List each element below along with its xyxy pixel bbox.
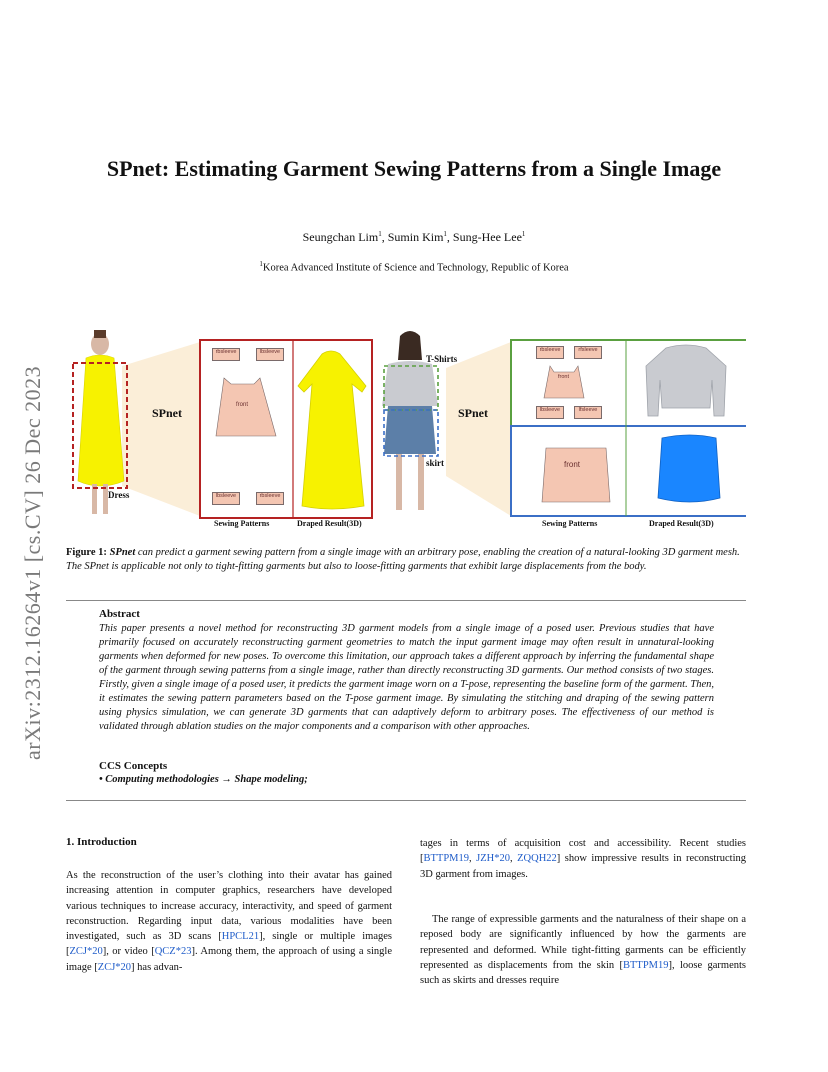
pattern-piece: lbsleeve bbox=[212, 492, 240, 505]
paragraph bbox=[66, 868, 392, 975]
citation-link[interactable]: ZCJ*20 bbox=[97, 961, 132, 973]
author-name: Sumin Kim bbox=[387, 230, 444, 244]
person-dress-photo bbox=[78, 330, 124, 514]
pattern-piece-label: front bbox=[564, 460, 581, 469]
citation-link[interactable]: ZQQH22 bbox=[517, 853, 557, 865]
garment-label-skirt: skirt bbox=[426, 458, 444, 468]
draped-tshirt bbox=[646, 345, 726, 416]
text-run: , bbox=[469, 853, 477, 865]
sewing-patterns-caption: Sewing Patterns bbox=[214, 519, 270, 528]
text-run: The range of expressible garments and the naturalness of their shape on a reposed body are significantly influenced by how the garments are represented and deformed. While tight-fitting garments can be efficiently represented as displacements from the skin [ bbox=[420, 914, 746, 971]
citation-link[interactable]: BTTPM19 bbox=[423, 853, 470, 865]
text-run: ], loose garments such as skirts and dresses require bbox=[420, 959, 746, 987]
draped-skirt bbox=[658, 435, 720, 502]
citation-link[interactable]: ZCJ*20 bbox=[69, 946, 103, 958]
abstract-heading: Abstract bbox=[99, 608, 140, 620]
text-run: As the reconstruction of the user’s clothing into their avatar has gained increasing attention in computer graphics, researchers have developed various techniques to increase accuracy, interactivity, and speed of garment reconstruction. Regarding input data, various modalities have been investigated, such as 3D scans [ bbox=[66, 870, 392, 943]
section-heading: 1. Introduction bbox=[66, 836, 137, 848]
draped-result-caption: Draped Result(3D) bbox=[297, 519, 362, 528]
divider-bottom bbox=[66, 800, 746, 801]
paper-title: SPnet: Estimating Garment Sewing Patterns from a Single Image bbox=[106, 156, 722, 181]
arxiv-side-label: arXiv:2312.16264v1 [cs.CV] 26 Dec 2023 bbox=[20, 365, 45, 760]
intro-col1 bbox=[66, 868, 392, 975]
text-run: ], single or multiple images [ bbox=[66, 931, 393, 958]
text-run: ] show impressive results in reconstructing 3D garment from images. bbox=[420, 853, 747, 880]
ccs-heading: CCS Concepts bbox=[99, 760, 168, 772]
pattern-piece: rfsleeve bbox=[574, 346, 602, 359]
spnet-label: SPnet bbox=[152, 406, 182, 420]
citation-link[interactable]: HPCL21 bbox=[221, 931, 260, 943]
figure-caption: Figure 1: SPnet can predict a garment sewing pattern from a single image with an arbitrary pose, enabling the creation of a natural-looking 3D garment mesh. The SPnet is applicable not only to tight-fitting garments but also to loose-fitting garments that exhibit large displacements from the body. bbox=[66, 547, 740, 572]
author-name: Seungchan Lim bbox=[302, 230, 379, 244]
intro-col2b bbox=[420, 912, 746, 988]
text-run: ]. Among them, the approach of using a single image [ bbox=[66, 946, 392, 973]
text-run: ], or video [ bbox=[102, 946, 155, 958]
pattern-piece: lfsleeve bbox=[574, 406, 602, 419]
citation-link[interactable]: QCZ*23 bbox=[154, 946, 192, 958]
skirt-front-pattern bbox=[542, 448, 610, 502]
paragraph bbox=[420, 836, 746, 882]
citation-link[interactable]: JZH*20 bbox=[476, 853, 510, 865]
pattern-piece: rbsleeve bbox=[212, 348, 240, 361]
abstract-text: This paper presents a novel method for reconstructing 3D garment models from a single image of a posed user. Previous studies that have primarily focused on accurately reconstructing garment geometries to match the input garment image may often result in unnatural-looking garments when deformed for new poses. To overcome this limitation, our approach takes a different approach by inferring the fundamental shape of the garment through sewing patterns from a single image, rather than directly reconstructing 3D garments. Our method consists of two stages. Firstly, given a single image of a posed user, it predicts the garment image worn on a T-pose, representing the baseline form of the garment. Then, it estimates the sewing pattern parameters based on the T-pose garment image. By simulating the stitching and draping of the sewing pattern using physics simulation, we can generate 3D garments that can adaptively deform to arbitrary poses. The effectiveness of our method is validated through ablation studies on the major components and a comparison with other approaches. bbox=[99, 623, 714, 732]
spnet-label: SPnet bbox=[458, 406, 488, 420]
draped-dress bbox=[298, 351, 366, 509]
author-name: Sung-Hee Lee bbox=[452, 230, 522, 244]
text-run: , bbox=[509, 853, 518, 865]
garment-label-tshirt: T-Shirts bbox=[426, 354, 458, 364]
affiliation: $^1$Korea Advanced Institute of Science and Technology, Republic of Korea bbox=[259, 260, 569, 274]
citation-link[interactable]: BTTPM19 bbox=[623, 959, 669, 971]
pattern-piece: rbsleeve bbox=[256, 492, 284, 505]
pattern-piece: rbsleeve bbox=[536, 346, 564, 359]
paragraph bbox=[420, 912, 746, 988]
sewing-patterns-caption: Sewing Patterns bbox=[542, 519, 598, 528]
pattern-piece: lbsleeve bbox=[256, 348, 284, 361]
text-run: ] has advan- bbox=[131, 961, 183, 973]
highlight-trapezoid bbox=[122, 342, 200, 516]
intro-col2a bbox=[420, 836, 746, 882]
text-run: tages in terms of acquisition cost and accessibility. Recent studies [ bbox=[420, 838, 746, 865]
pattern-piece: lbsleeve bbox=[536, 406, 564, 419]
figure-1 bbox=[66, 326, 746, 532]
divider-top bbox=[66, 600, 746, 601]
ccs-item: • Computing methodologies → Shape modeling; bbox=[99, 774, 308, 785]
highlight-trapezoid-right bbox=[446, 342, 511, 516]
author-list: Seungchan Lim$^1$, Sumin Kim$^1$, Sung-Hee Lee$^1$ bbox=[302, 230, 526, 244]
pattern-piece-label: front bbox=[236, 402, 249, 408]
draped-result-caption: Draped Result(3D) bbox=[649, 519, 714, 528]
garment-label-dress: Dress bbox=[108, 490, 130, 500]
figure-1-graphic bbox=[66, 326, 746, 532]
pattern-piece-label: front bbox=[558, 374, 570, 380]
